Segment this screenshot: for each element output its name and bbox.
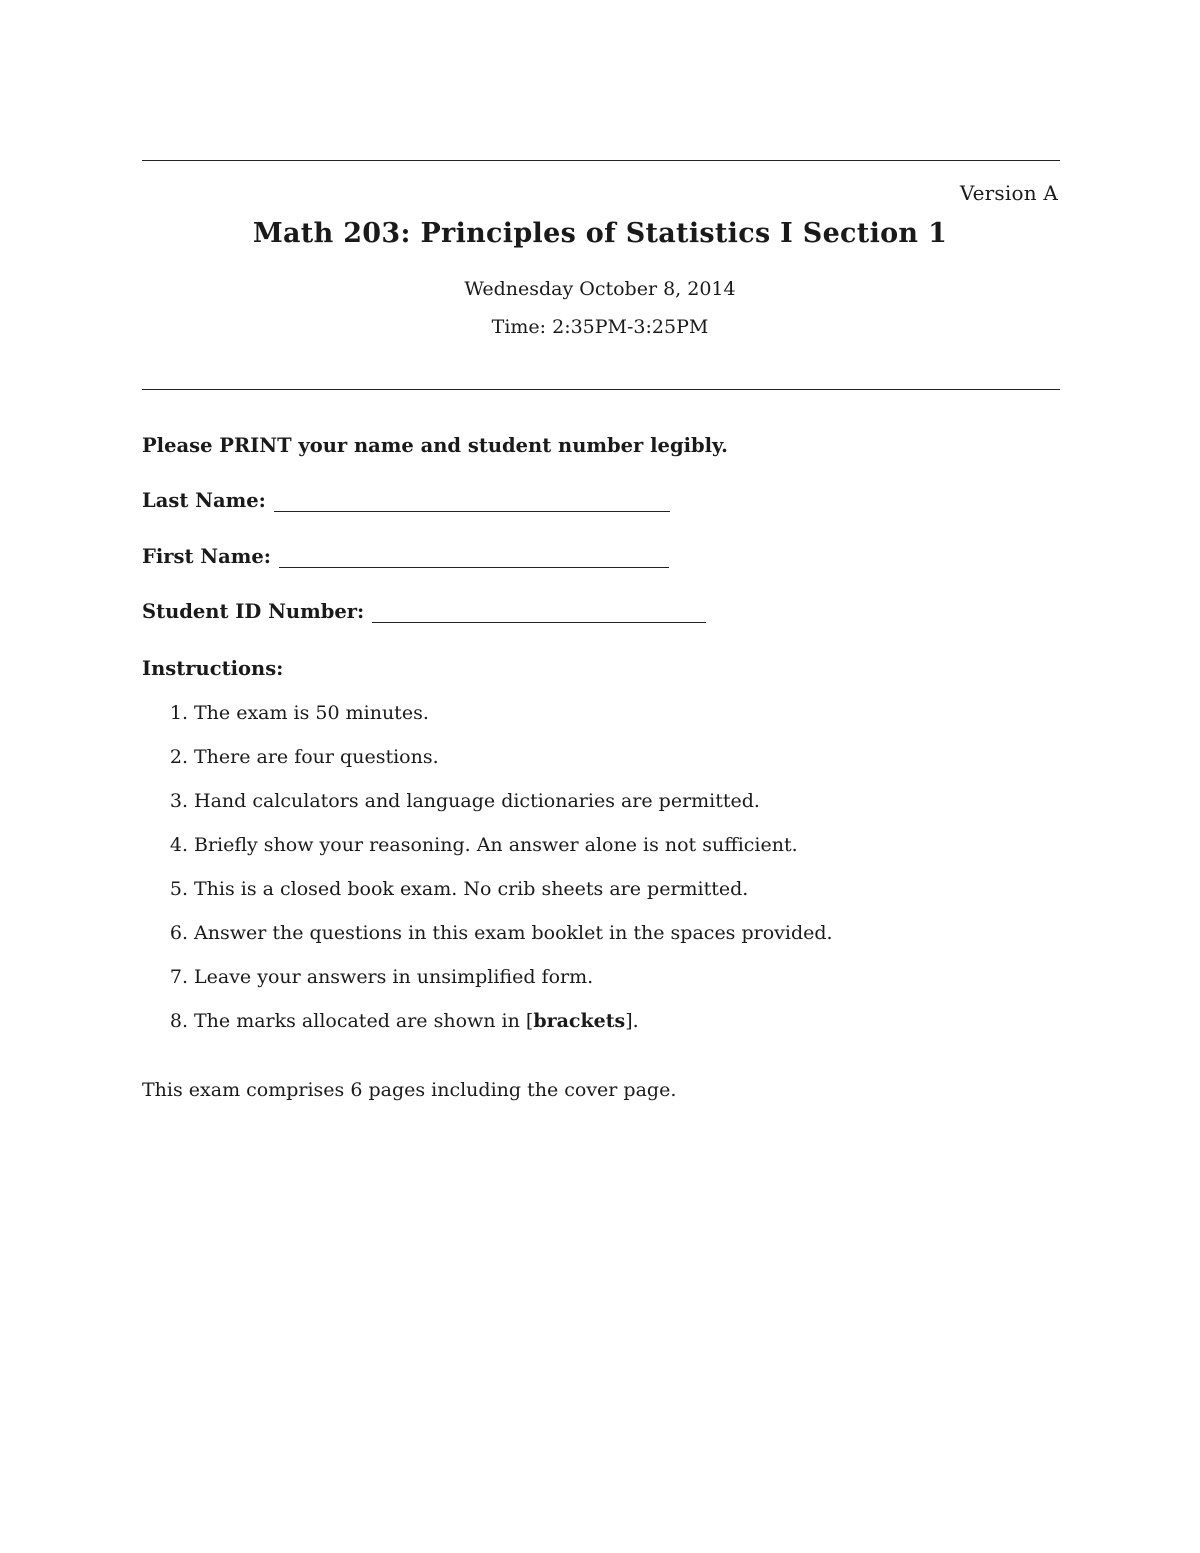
list-item <box>142 834 833 878</box>
item-number: 5. <box>169 878 188 900</box>
first-name-label: First Name: <box>142 545 271 568</box>
student-id-line[interactable] <box>372 602 706 623</box>
item-number: 8. <box>169 1010 188 1032</box>
header-bottom-divider <box>142 389 1060 390</box>
item-text <box>194 1010 639 1032</box>
last-name-line[interactable] <box>274 491 670 512</box>
first-name-line[interactable] <box>279 547 669 568</box>
last-name-label: Last Name: <box>142 489 266 512</box>
list-item <box>142 922 833 966</box>
item-number: 7. <box>169 966 188 988</box>
version-label: Version A <box>959 181 1058 205</box>
student-id-field[interactable] <box>142 600 706 623</box>
item-text-after: ]. <box>625 1010 639 1032</box>
list-item <box>142 1010 833 1054</box>
item-number: 2. <box>169 746 188 768</box>
student-id-label: Student ID Number: <box>142 600 365 623</box>
first-name-field[interactable] <box>142 545 669 568</box>
item-text: Answer the questions in this exam booklet in the spaces provided. <box>194 922 833 944</box>
list-item <box>142 746 833 790</box>
page-title: Math 203: Principles of Statistics I Section 1 <box>252 218 948 249</box>
item-text: Leave your answers in unsimplified form. <box>194 966 594 988</box>
exam-time: Time: 2:35PM-3:25PM <box>491 316 709 338</box>
list-item <box>142 790 833 834</box>
item-text-bold: brackets <box>533 1010 626 1032</box>
item-text-before: The marks allocated are shown in [ <box>194 1010 534 1032</box>
exam-date: Wednesday October 8, 2014 <box>464 278 736 300</box>
item-text: Briefly show your reasoning. An answer alone is not sufficient. <box>194 834 798 856</box>
top-divider <box>142 160 1060 161</box>
list-item <box>142 966 833 1010</box>
item-number: 3. <box>169 790 188 812</box>
item-text: There are four questions. <box>194 746 439 768</box>
last-name-field[interactable] <box>142 489 670 512</box>
item-text: Hand calculators and language dictionaries are permitted. <box>194 790 760 812</box>
item-text: The exam is 50 minutes. <box>194 702 429 724</box>
print-instruction: Please PRINT your name and student number legibly. <box>142 434 728 457</box>
page-count-note: This exam comprises 6 pages including the cover page. <box>142 1079 677 1101</box>
item-number: 6. <box>169 922 188 944</box>
item-number: 1. <box>169 702 188 724</box>
list-item <box>142 878 833 922</box>
instructions-heading: Instructions: <box>142 657 284 680</box>
list-item <box>142 702 833 746</box>
instructions-list <box>142 702 833 1054</box>
item-text: This is a closed book exam. No crib sheets are permitted. <box>194 878 749 900</box>
item-number: 4. <box>169 834 188 856</box>
